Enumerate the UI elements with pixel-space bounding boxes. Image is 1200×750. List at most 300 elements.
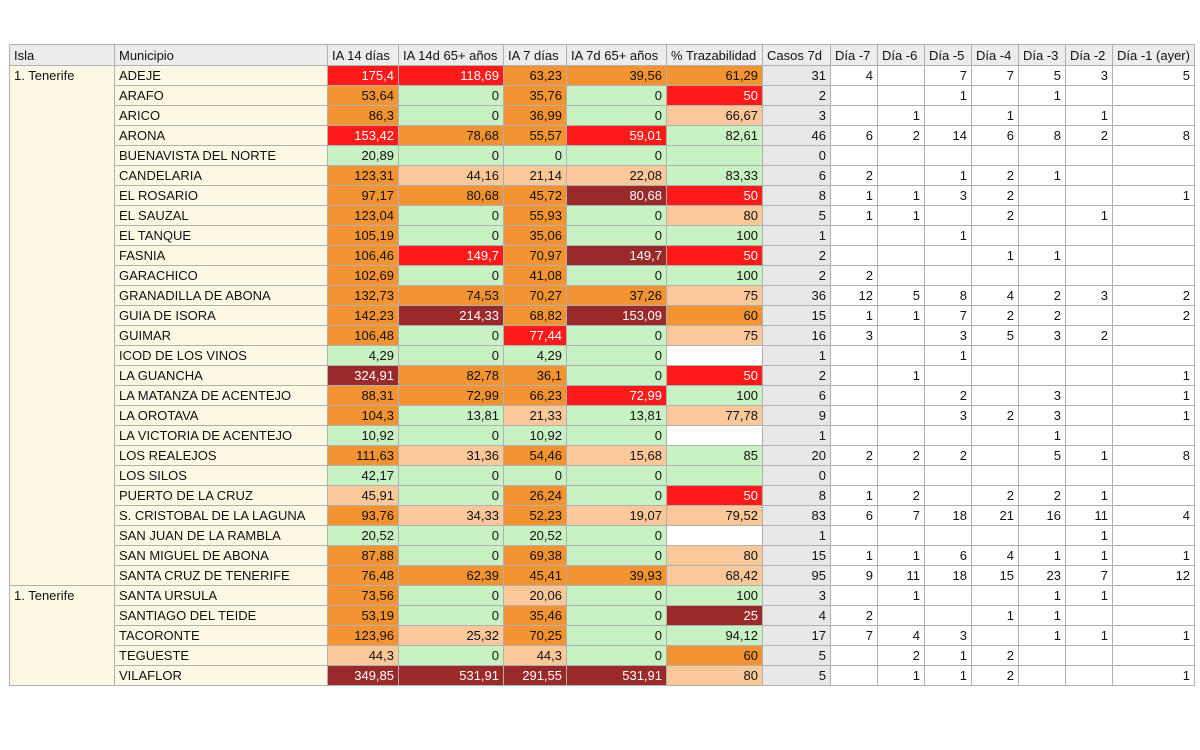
casos-7d-cell: 16 <box>763 326 831 346</box>
metric-cell: 100 <box>667 586 763 606</box>
table-row <box>10 306 1195 326</box>
table-row <box>10 186 1195 206</box>
metric-cell: 75 <box>667 286 763 306</box>
day-cases-cell: 1 <box>831 206 878 226</box>
municipio-cell: GUIMAR <box>115 326 328 346</box>
casos-7d-cell: 95 <box>763 566 831 586</box>
table-row <box>10 546 1195 566</box>
municipio-cell: SAN JUAN DE LA RAMBLA <box>115 526 328 546</box>
day-cases-cell: 5 <box>972 326 1019 346</box>
day-cases-cell: 8 <box>1113 446 1195 466</box>
table-row <box>10 106 1195 126</box>
metric-cell: 0 <box>567 146 667 166</box>
metric-cell: 175,4 <box>328 66 399 86</box>
metric-cell: 79,52 <box>667 506 763 526</box>
metric-cell <box>667 346 763 366</box>
day-cases-cell: 2 <box>831 606 878 626</box>
day-cases-cell: 1 <box>1066 626 1113 646</box>
metric-cell: 60 <box>667 306 763 326</box>
metric-cell: 82,78 <box>399 366 504 386</box>
day-cases-cell: 1 <box>831 486 878 506</box>
table-row <box>10 326 1195 346</box>
metric-cell: 0 <box>399 546 504 566</box>
day-cases-cell: 3 <box>1019 326 1066 346</box>
metric-cell: 0 <box>567 606 667 626</box>
day-cases-cell <box>972 386 1019 406</box>
metric-cell: 0 <box>399 266 504 286</box>
table-row <box>10 86 1195 106</box>
metric-cell: 0 <box>399 326 504 346</box>
table-row <box>10 446 1195 466</box>
metric-cell: 0 <box>567 546 667 566</box>
day-cases-cell <box>1019 266 1066 286</box>
metric-cell: 35,46 <box>504 606 567 626</box>
day-cases-cell <box>878 86 925 106</box>
day-cases-cell <box>831 106 878 126</box>
casos-7d-cell: 83 <box>763 506 831 526</box>
table-row <box>10 206 1195 226</box>
day-cases-cell: 5 <box>1019 66 1066 86</box>
day-cases-cell: 1 <box>1019 606 1066 626</box>
municipio-cell: PUERTO DE LA CRUZ <box>115 486 328 506</box>
metric-cell: 21,14 <box>504 166 567 186</box>
day-cases-cell <box>1113 166 1195 186</box>
day-cases-cell <box>1066 166 1113 186</box>
day-cases-cell <box>831 226 878 246</box>
metric-cell: 149,7 <box>567 246 667 266</box>
metric-cell: 0 <box>399 526 504 546</box>
day-cases-cell: 2 <box>878 126 925 146</box>
casos-7d-cell: 3 <box>763 106 831 126</box>
day-cases-cell: 5 <box>878 286 925 306</box>
casos-7d-cell: 46 <box>763 126 831 146</box>
casos-7d-cell: 31 <box>763 66 831 86</box>
day-cases-cell: 2 <box>925 446 972 466</box>
municipio-cell: SANTIAGO DEL TEIDE <box>115 606 328 626</box>
day-cases-cell <box>1019 146 1066 166</box>
metric-cell: 25,32 <box>399 626 504 646</box>
metric-cell: 0 <box>567 626 667 646</box>
metric-cell: 75 <box>667 326 763 346</box>
casos-7d-cell: 8 <box>763 186 831 206</box>
day-cases-cell <box>1113 326 1195 346</box>
metric-cell: 87,88 <box>328 546 399 566</box>
metric-cell: 100 <box>667 226 763 246</box>
casos-7d-cell: 6 <box>763 386 831 406</box>
municipio-cell: EL SAUZAL <box>115 206 328 226</box>
municipio-cell: LA OROTAVA <box>115 406 328 426</box>
day-cases-cell <box>925 486 972 506</box>
metric-cell: 80 <box>667 546 763 566</box>
metric-cell: 0 <box>399 106 504 126</box>
day-cases-cell: 1 <box>831 186 878 206</box>
day-cases-cell <box>1019 226 1066 246</box>
day-cases-cell <box>831 666 878 686</box>
municipio-cell: LA GUANCHA <box>115 366 328 386</box>
day-cases-cell <box>1066 266 1113 286</box>
municipio-cell: ARICO <box>115 106 328 126</box>
day-cases-cell <box>925 146 972 166</box>
day-cases-cell: 1 <box>1066 446 1113 466</box>
metric-cell <box>667 466 763 486</box>
day-cases-cell <box>831 646 878 666</box>
metric-cell: 20,52 <box>328 526 399 546</box>
day-cases-cell: 1 <box>878 366 925 386</box>
day-cases-cell <box>1066 246 1113 266</box>
metric-cell: 50 <box>667 246 763 266</box>
day-cases-cell <box>925 526 972 546</box>
metric-cell: 118,69 <box>399 66 504 86</box>
metric-cell: 0 <box>567 466 667 486</box>
day-cases-cell <box>1019 526 1066 546</box>
day-cases-cell <box>831 466 878 486</box>
metric-cell: 0 <box>567 526 667 546</box>
table-row <box>10 586 1195 606</box>
day-cases-cell: 1 <box>1066 206 1113 226</box>
municipio-cell: SANTA CRUZ DE TENERIFE <box>115 566 328 586</box>
metric-cell: 83,33 <box>667 166 763 186</box>
casos-7d-cell: 2 <box>763 246 831 266</box>
day-cases-cell <box>1113 106 1195 126</box>
day-cases-cell: 1 <box>1113 386 1195 406</box>
day-cases-cell: 7 <box>831 626 878 646</box>
day-cases-cell: 12 <box>1113 566 1195 586</box>
table-row <box>10 646 1195 666</box>
day-cases-cell <box>925 606 972 626</box>
municipio-cell: ICOD DE LOS VINOS <box>115 346 328 366</box>
day-cases-cell: 6 <box>925 546 972 566</box>
day-cases-cell <box>972 586 1019 606</box>
metric-cell: 93,76 <box>328 506 399 526</box>
table-row <box>10 666 1195 686</box>
metric-cell: 20,06 <box>504 586 567 606</box>
day-cases-cell <box>878 406 925 426</box>
day-cases-cell: 4 <box>878 626 925 646</box>
metric-cell: 44,16 <box>399 166 504 186</box>
municipio-cell: TACORONTE <box>115 626 328 646</box>
metric-cell: 77,44 <box>504 326 567 346</box>
metric-cell: 69,38 <box>504 546 567 566</box>
day-cases-cell: 16 <box>1019 506 1066 526</box>
metric-cell: 86,3 <box>328 106 399 126</box>
metric-cell: 153,09 <box>567 306 667 326</box>
day-cases-cell <box>972 466 1019 486</box>
day-cases-cell: 2 <box>1066 326 1113 346</box>
table-row <box>10 566 1195 586</box>
metric-cell: 0 <box>399 646 504 666</box>
day-cases-cell: 3 <box>925 326 972 346</box>
day-cases-cell <box>925 246 972 266</box>
casos-7d-cell: 6 <box>763 166 831 186</box>
metric-cell: 0 <box>399 226 504 246</box>
municipio-cell: TEGUESTE <box>115 646 328 666</box>
day-cases-cell: 2 <box>972 206 1019 226</box>
metric-cell <box>667 526 763 546</box>
municipio-cell: EL TANQUE <box>115 226 328 246</box>
day-cases-cell <box>831 426 878 446</box>
table-row <box>10 346 1195 366</box>
table-row <box>10 406 1195 426</box>
day-cases-cell: 1 <box>925 646 972 666</box>
day-cases-cell: 2 <box>972 666 1019 686</box>
table-row <box>10 466 1195 486</box>
day-cases-cell: 8 <box>925 286 972 306</box>
day-cases-cell <box>1066 406 1113 426</box>
day-cases-cell <box>878 386 925 406</box>
metric-cell: 88,31 <box>328 386 399 406</box>
day-cases-cell: 1 <box>972 246 1019 266</box>
metric-cell: 102,69 <box>328 266 399 286</box>
table-row <box>10 286 1195 306</box>
metric-cell: 45,41 <box>504 566 567 586</box>
metric-cell: 53,19 <box>328 606 399 626</box>
metric-cell: 13,81 <box>399 406 504 426</box>
table-row <box>10 226 1195 246</box>
column-header: Día -3 <box>1019 45 1066 66</box>
metric-cell: 72,99 <box>567 386 667 406</box>
day-cases-cell: 1 <box>1066 526 1113 546</box>
metric-cell: 44,3 <box>328 646 399 666</box>
day-cases-cell <box>1066 646 1113 666</box>
metric-cell: 74,53 <box>399 286 504 306</box>
metric-cell <box>667 146 763 166</box>
day-cases-cell: 7 <box>972 66 1019 86</box>
metric-cell: 68,82 <box>504 306 567 326</box>
metric-cell: 15,68 <box>567 446 667 466</box>
metric-cell: 39,56 <box>567 66 667 86</box>
table-row <box>10 486 1195 506</box>
day-cases-cell: 1 <box>972 106 1019 126</box>
day-cases-cell <box>878 326 925 346</box>
day-cases-cell <box>1019 646 1066 666</box>
metric-cell: 104,3 <box>328 406 399 426</box>
day-cases-cell <box>831 346 878 366</box>
day-cases-cell: 1 <box>878 206 925 226</box>
column-header: Día -4 <box>972 45 1019 66</box>
metric-cell: 0 <box>399 86 504 106</box>
day-cases-cell <box>972 446 1019 466</box>
day-cases-cell <box>831 146 878 166</box>
metric-cell: 123,31 <box>328 166 399 186</box>
day-cases-cell <box>1113 206 1195 226</box>
day-cases-cell <box>925 466 972 486</box>
metric-cell: 21,33 <box>504 406 567 426</box>
metric-cell: 0 <box>399 146 504 166</box>
day-cases-cell: 5 <box>1019 446 1066 466</box>
municipio-cell: GARACHICO <box>115 266 328 286</box>
municipio-cell: LA MATANZA DE ACENTEJO <box>115 386 328 406</box>
column-header: IA 14d 65+ años <box>399 45 504 66</box>
metric-cell: 72,99 <box>399 386 504 406</box>
metric-cell: 36,99 <box>504 106 567 126</box>
day-cases-cell: 1 <box>1019 246 1066 266</box>
table-header-row <box>10 45 1195 66</box>
casos-7d-cell: 5 <box>763 646 831 666</box>
day-cases-cell <box>1113 266 1195 286</box>
day-cases-cell: 2 <box>1113 306 1195 326</box>
day-cases-cell: 3 <box>1019 386 1066 406</box>
day-cases-cell <box>1113 226 1195 246</box>
metric-cell: 0 <box>567 266 667 286</box>
table-row <box>10 126 1195 146</box>
day-cases-cell: 2 <box>1019 306 1066 326</box>
metric-cell: 0 <box>399 206 504 226</box>
municipio-cell: LOS REALEJOS <box>115 446 328 466</box>
metric-cell: 349,85 <box>328 666 399 686</box>
casos-7d-cell: 17 <box>763 626 831 646</box>
metric-cell: 26,24 <box>504 486 567 506</box>
casos-7d-cell: 0 <box>763 146 831 166</box>
day-cases-cell: 3 <box>925 626 972 646</box>
day-cases-cell: 23 <box>1019 566 1066 586</box>
day-cases-cell: 3 <box>925 406 972 426</box>
municipio-cell: BUENAVISTA DEL NORTE <box>115 146 328 166</box>
metric-cell: 106,48 <box>328 326 399 346</box>
table-row <box>10 166 1195 186</box>
day-cases-cell: 1 <box>1113 366 1195 386</box>
day-cases-cell: 11 <box>878 566 925 586</box>
municipio-cell: GRANADILLA DE ABONA <box>115 286 328 306</box>
day-cases-cell: 6 <box>831 506 878 526</box>
day-cases-cell <box>1066 346 1113 366</box>
day-cases-cell <box>1066 666 1113 686</box>
metric-cell: 0 <box>399 586 504 606</box>
metric-cell: 42,17 <box>328 466 399 486</box>
day-cases-cell <box>925 366 972 386</box>
day-cases-cell <box>972 146 1019 166</box>
day-cases-cell: 1 <box>1019 626 1066 646</box>
day-cases-cell: 1 <box>925 86 972 106</box>
day-cases-cell <box>1113 526 1195 546</box>
municipio-cell: LOS SILOS <box>115 466 328 486</box>
day-cases-cell <box>1066 366 1113 386</box>
day-cases-cell <box>972 426 1019 446</box>
day-cases-cell: 1 <box>878 306 925 326</box>
metric-cell: 78,68 <box>399 126 504 146</box>
day-cases-cell: 1 <box>878 186 925 206</box>
day-cases-cell <box>1019 666 1066 686</box>
metric-cell: 0 <box>567 346 667 366</box>
day-cases-cell <box>831 366 878 386</box>
day-cases-cell: 1 <box>972 606 1019 626</box>
day-cases-cell: 3 <box>831 326 878 346</box>
day-cases-cell: 1 <box>925 346 972 366</box>
metric-cell: 100 <box>667 386 763 406</box>
table-body <box>10 66 1195 686</box>
municipio-cell: ADEJE <box>115 66 328 86</box>
municipio-cell: LA VICTORIA DE ACENTEJO <box>115 426 328 446</box>
day-cases-cell: 1 <box>1019 546 1066 566</box>
day-cases-cell <box>972 626 1019 646</box>
day-cases-cell <box>1019 206 1066 226</box>
metric-cell: 0 <box>399 486 504 506</box>
day-cases-cell <box>831 246 878 266</box>
day-cases-cell <box>1019 346 1066 366</box>
metric-cell <box>667 426 763 446</box>
day-cases-cell: 11 <box>1066 506 1113 526</box>
day-cases-cell <box>878 426 925 446</box>
day-cases-cell <box>1019 466 1066 486</box>
day-cases-cell: 1 <box>1019 426 1066 446</box>
day-cases-cell: 2 <box>878 486 925 506</box>
day-cases-cell <box>1113 246 1195 266</box>
isla-cell: 1. Tenerife <box>10 66 115 586</box>
table-row <box>10 606 1195 626</box>
column-header: IA 14 días <box>328 45 399 66</box>
day-cases-cell: 9 <box>831 566 878 586</box>
table-row <box>10 266 1195 286</box>
day-cases-cell: 1 <box>925 166 972 186</box>
day-cases-cell: 8 <box>1019 126 1066 146</box>
metric-cell: 19,07 <box>567 506 667 526</box>
metric-cell: 97,17 <box>328 186 399 206</box>
day-cases-cell <box>972 366 1019 386</box>
day-cases-cell: 2 <box>831 166 878 186</box>
day-cases-cell: 6 <box>972 126 1019 146</box>
day-cases-cell <box>972 526 1019 546</box>
table-row <box>10 146 1195 166</box>
day-cases-cell <box>972 86 1019 106</box>
day-cases-cell <box>1066 606 1113 626</box>
day-cases-cell <box>1066 226 1113 246</box>
table-row <box>10 246 1195 266</box>
day-cases-cell <box>925 426 972 446</box>
metric-cell: 22,08 <box>567 166 667 186</box>
day-cases-cell: 1 <box>1066 486 1113 506</box>
casos-7d-cell: 1 <box>763 226 831 246</box>
table-row <box>10 626 1195 646</box>
metric-cell: 531,91 <box>399 666 504 686</box>
day-cases-cell <box>1113 606 1195 626</box>
casos-7d-cell: 5 <box>763 666 831 686</box>
day-cases-cell: 1 <box>1066 106 1113 126</box>
metric-cell: 13,81 <box>567 406 667 426</box>
day-cases-cell: 2 <box>1066 126 1113 146</box>
day-cases-cell: 2 <box>1019 486 1066 506</box>
day-cases-cell <box>878 606 925 626</box>
metric-cell: 20,89 <box>328 146 399 166</box>
day-cases-cell: 2 <box>972 166 1019 186</box>
metric-cell: 66,67 <box>667 106 763 126</box>
day-cases-cell: 2 <box>972 186 1019 206</box>
day-cases-cell: 2 <box>878 446 925 466</box>
casos-7d-cell: 20 <box>763 446 831 466</box>
day-cases-cell <box>878 146 925 166</box>
covid-incidence-table-container <box>9 44 1195 686</box>
day-cases-cell: 18 <box>925 566 972 586</box>
day-cases-cell: 2 <box>831 446 878 466</box>
day-cases-cell <box>878 246 925 266</box>
day-cases-cell <box>878 466 925 486</box>
metric-cell: 0 <box>567 206 667 226</box>
casos-7d-cell: 3 <box>763 586 831 606</box>
day-cases-cell: 5 <box>1113 66 1195 86</box>
day-cases-cell: 1 <box>878 666 925 686</box>
metric-cell: 291,55 <box>504 666 567 686</box>
day-cases-cell: 2 <box>1019 286 1066 306</box>
day-cases-cell <box>831 526 878 546</box>
metric-cell: 35,76 <box>504 86 567 106</box>
metric-cell: 0 <box>567 106 667 126</box>
metric-cell: 80 <box>667 206 763 226</box>
day-cases-cell: 2 <box>972 306 1019 326</box>
metric-cell: 132,73 <box>328 286 399 306</box>
day-cases-cell: 1 <box>878 546 925 566</box>
column-header: Día -1 (ayer) <box>1113 45 1195 66</box>
day-cases-cell: 1 <box>831 306 878 326</box>
column-header: Isla <box>10 45 115 66</box>
metric-cell: 50 <box>667 366 763 386</box>
